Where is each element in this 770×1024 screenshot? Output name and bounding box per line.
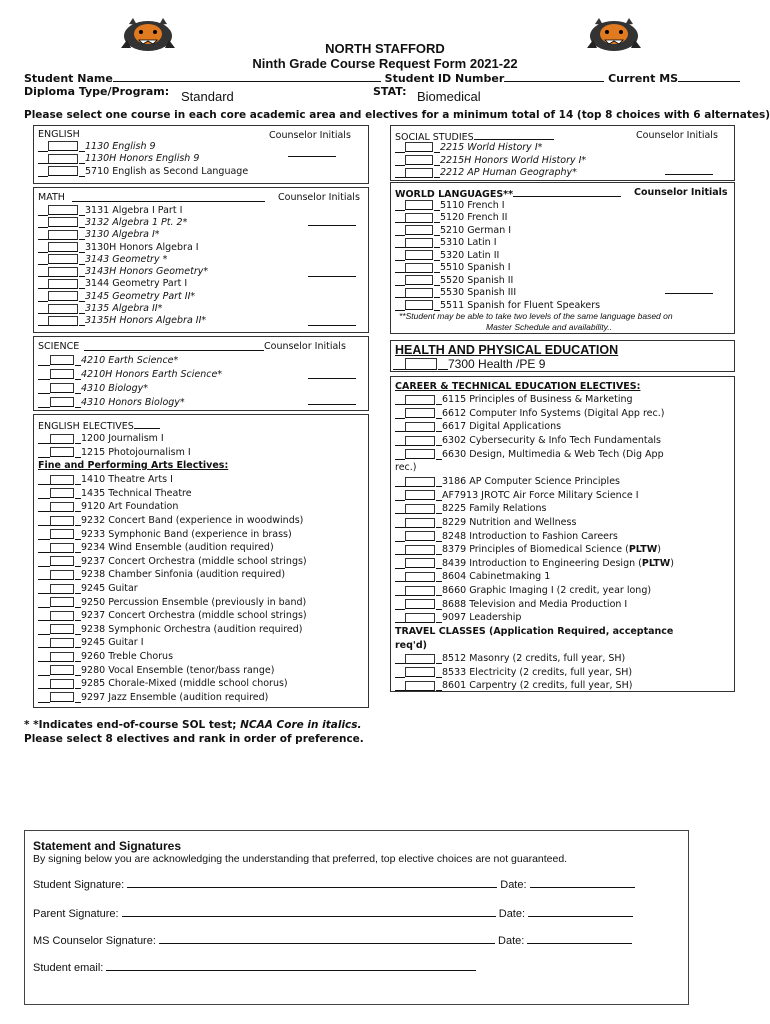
- course-label: 1435 Technical Theatre: [81, 487, 192, 499]
- course-item: [38, 302, 208, 314]
- course-item: [395, 393, 664, 407]
- course-checkbox[interactable]: [48, 254, 78, 264]
- course-label: 3143 Geometry *: [85, 253, 168, 265]
- course-checkbox[interactable]: [405, 213, 433, 223]
- course-item: [395, 420, 664, 434]
- course-label: 3131 Algebra I Part I: [85, 204, 183, 216]
- course-label: 3144 Geometry Part I: [85, 278, 188, 290]
- english-counselor-initials[interactable]: [288, 156, 336, 157]
- course-checkbox[interactable]: [50, 397, 74, 407]
- course-checkbox[interactable]: [50, 529, 74, 539]
- course-label: 1215 Photojournalism I: [81, 446, 191, 458]
- travel-classes-title-2: req'd): [395, 640, 427, 651]
- course-item: [395, 167, 586, 180]
- course-label: 3130 Algebra I*: [85, 229, 160, 241]
- course-item: [38, 623, 307, 637]
- course-checkbox[interactable]: [50, 369, 74, 379]
- course-label: 9233 Symphonic Band (experience in brass): [81, 528, 292, 540]
- course-checkbox[interactable]: [50, 570, 74, 580]
- course-checkbox[interactable]: [405, 395, 435, 405]
- course-label: 3145 Geometry Part II*: [85, 290, 196, 302]
- course-item: [395, 666, 632, 680]
- student-id-field[interactable]: [504, 71, 604, 82]
- course-label: 8533 Electricity (2 credits, full year, SH): [442, 666, 633, 678]
- stat-value[interactable]: Biomedical: [417, 89, 481, 104]
- student-date-field[interactable]: [530, 877, 635, 888]
- course-item: [38, 487, 307, 501]
- course-checkbox[interactable]: [48, 291, 78, 301]
- student-email-field[interactable]: [106, 960, 476, 971]
- course-item: [38, 446, 191, 460]
- course-checkbox[interactable]: [48, 279, 78, 289]
- course-item: [395, 212, 600, 225]
- math-counselor-initials-1[interactable]: [308, 225, 356, 226]
- math-counselor-label: Counselor Initials: [278, 192, 360, 203]
- course-checkbox[interactable]: [50, 611, 74, 621]
- course-checkbox[interactable]: [405, 613, 435, 623]
- science-section: [33, 336, 369, 411]
- course-checkbox[interactable]: [405, 518, 435, 528]
- course-item: [395, 611, 674, 625]
- course-item: [395, 570, 674, 584]
- student-email-row: Student email:: [33, 960, 476, 974]
- course-checkbox[interactable]: [50, 447, 74, 457]
- course-label: 5320 Latin II: [440, 249, 500, 261]
- world-languages-title: WORLD LANGUAGES**: [395, 187, 621, 200]
- course-checkbox[interactable]: [50, 434, 74, 444]
- course-label: 9245 Guitar: [81, 583, 138, 595]
- course-item: [395, 407, 664, 421]
- math-counselor-initials-3[interactable]: [308, 325, 356, 326]
- course-checkbox[interactable]: [405, 200, 433, 210]
- course-checkbox[interactable]: [50, 543, 74, 553]
- course-item: [395, 237, 600, 250]
- closing-paren: ): [657, 544, 661, 556]
- course-item: [38, 204, 208, 216]
- science-title: SCIENCE: [38, 341, 80, 352]
- science-counselor-initials-2[interactable]: [308, 404, 356, 405]
- course-label: 5510 Spanish I: [440, 262, 511, 274]
- course-item: [38, 514, 307, 528]
- course-checkbox[interactable]: [50, 488, 74, 498]
- course-item: [38, 367, 222, 381]
- course-label: 5110 French I: [440, 199, 505, 211]
- course-item: [38, 609, 307, 623]
- course-item: [395, 652, 632, 666]
- course-item: [395, 543, 674, 557]
- course-label: 9285 Chorale-Mixed (middle school chorus): [81, 678, 288, 690]
- course-item: [395, 502, 674, 516]
- course-checkbox[interactable]: [50, 652, 74, 662]
- math-section: [33, 187, 369, 333]
- pltw-label: PLTW: [628, 544, 658, 556]
- diploma-value[interactable]: Standard: [181, 89, 234, 104]
- course-item: [38, 140, 248, 153]
- course-checkbox[interactable]: [48, 316, 78, 326]
- travel-classes-title: TRAVEL CLASSES (Application Required, acceptance: [395, 626, 674, 637]
- course-checkbox[interactable]: [50, 638, 74, 648]
- course-checkbox[interactable]: [405, 142, 433, 152]
- course-checkbox[interactable]: [405, 168, 433, 178]
- course-label: 4310 Biology*: [81, 382, 149, 394]
- instructions: Please select one course in each core academic area and electives for a minimum total of 14 (top 8 choices with 6 alternates): [24, 109, 770, 121]
- course-checkbox[interactable]: [48, 242, 78, 252]
- world-counselor-initials[interactable]: [665, 293, 713, 294]
- course-checkbox[interactable]: [50, 383, 74, 393]
- course-item: [38, 229, 208, 241]
- course-item: [395, 447, 664, 461]
- course-label: 3132 Algebra 1 Pt. 2*: [85, 216, 188, 228]
- parent-date-field[interactable]: [528, 906, 633, 917]
- course-checkbox[interactable]: [48, 166, 78, 176]
- course-checkbox[interactable]: [405, 490, 435, 500]
- health-pe-section: [390, 340, 735, 372]
- course-item: [395, 584, 674, 598]
- counselor-date-field[interactable]: [527, 933, 632, 944]
- course-label: 9250 Percussion Ensemble (previously in band): [81, 596, 307, 608]
- course-label: 9297 Jazz Ensemble (audition required): [81, 691, 269, 703]
- course-label: 1130H Honors English 9: [85, 153, 200, 165]
- course-label: 3143H Honors Geometry*: [85, 266, 209, 278]
- course-label: 6612 Computer Info Systems (Digital App rec.): [442, 407, 665, 419]
- course-label: 5511 Spanish for Fluent Speakers: [440, 299, 601, 311]
- course-checkbox[interactable]: [405, 667, 435, 677]
- course-checkbox[interactable]: [405, 155, 433, 165]
- course-item: [38, 595, 307, 609]
- course-label: 5310 Latin I: [440, 237, 497, 249]
- course-checkbox[interactable]: [48, 304, 78, 314]
- course-item: [38, 582, 307, 596]
- course-label: 3135H Honors Algebra II*: [85, 315, 207, 327]
- course-checkbox[interactable]: [405, 531, 435, 541]
- course-label: 1200 Journalism I: [81, 433, 164, 445]
- course-item: [38, 265, 208, 277]
- course-item: [38, 216, 208, 228]
- course-checkbox[interactable]: [405, 408, 435, 418]
- course-label: 6630 Design, Multimedia & Web Tech (Dig App: [442, 448, 664, 460]
- course-item: [38, 555, 307, 569]
- course-checkbox[interactable]: [50, 475, 74, 485]
- course-label: 2215 World History I*: [440, 141, 543, 153]
- course-label: 8688 Television and Media Production I: [442, 598, 628, 610]
- course-checkbox[interactable]: [405, 572, 435, 582]
- social-studies-title: SOCIAL STUDIES: [395, 130, 554, 143]
- course-item: [38, 500, 307, 514]
- course-label: 2215H Honors World History I*: [440, 154, 587, 166]
- course-item: [38, 353, 222, 367]
- course-item: [395, 154, 586, 167]
- course-item: [395, 529, 674, 543]
- course-label: 8604 Cabinetmaking 1: [442, 571, 551, 583]
- course-item: [38, 650, 307, 664]
- social-counselor-label: Counselor Initials: [636, 130, 718, 141]
- course-label: 9237 Concert Orchestra (middle school strings): [81, 610, 307, 622]
- course-checkbox[interactable]: [50, 355, 74, 365]
- course-checkbox[interactable]: [405, 504, 435, 514]
- course-label: 8225 Family Relations: [442, 503, 547, 515]
- course-label: 9120 Art Foundation: [81, 501, 179, 513]
- course-checkbox[interactable]: [405, 225, 433, 235]
- course-label: AF7913 JROTC Air Force Military Science I: [442, 489, 639, 501]
- world-counselor-label: Counselor Initials: [634, 187, 728, 198]
- cte-section: [390, 376, 735, 692]
- course-item: [395, 199, 600, 212]
- course-checkbox[interactable]: [50, 624, 74, 634]
- health-pe-item: 7300 Health /PE 9: [393, 357, 545, 371]
- course-label: 9097 Leadership: [442, 612, 522, 624]
- course-label: 9280 Vocal Ensemble (tenor/bass range): [81, 664, 275, 676]
- math-title: MATH: [38, 192, 65, 203]
- pltw-label: PLTW: [641, 557, 671, 569]
- course-label: 4310 Honors Biology*: [81, 396, 185, 408]
- course-checkbox[interactable]: [405, 586, 435, 596]
- course-checkbox[interactable]: [405, 599, 435, 609]
- course-label: 8229 Nutrition and Wellness: [442, 517, 577, 529]
- course-item: [395, 557, 674, 571]
- course-item: [395, 434, 664, 448]
- current-ms-field[interactable]: [678, 71, 740, 82]
- course-checkbox[interactable]: [48, 230, 78, 240]
- course-item: [38, 568, 307, 582]
- signature-section: [24, 830, 689, 1005]
- course-item: [38, 527, 307, 541]
- course-label: 5120 French II: [440, 212, 508, 224]
- course-checkbox[interactable]: [50, 584, 74, 594]
- student-info-row: [24, 71, 740, 85]
- course-item: [38, 241, 208, 253]
- course-label: 4210 Earth Science*: [81, 354, 179, 366]
- counselor-signature-field[interactable]: [159, 933, 495, 944]
- course-checkbox[interactable]: [405, 477, 435, 487]
- course-checkbox[interactable]: [405, 275, 433, 285]
- course-item: [38, 278, 208, 290]
- course-checkbox[interactable]: [405, 422, 435, 432]
- course-item: [38, 473, 307, 487]
- course-label: 4210H Honors Earth Science*: [81, 368, 223, 380]
- course-label: 6617 Digital Applications: [442, 421, 562, 433]
- signature-statement: By signing below you are acknowledging the understanding that preferred, top elective choices are not guaranteed.: [33, 853, 568, 865]
- course-item: [395, 274, 600, 287]
- course-label: 8601 Carpentry (2 credits, full year, SH): [442, 680, 633, 692]
- course-item: [395, 516, 674, 530]
- course-label: 5530 Spanish III: [440, 287, 517, 299]
- counselor-signature-row: MS Counselor Signature: Date:: [33, 933, 632, 947]
- course-label: 3135 Algebra II*: [85, 303, 163, 315]
- course-item: [38, 636, 307, 650]
- student-signature-field[interactable]: [127, 877, 497, 888]
- course-item: [38, 663, 307, 677]
- course-item: [38, 432, 191, 446]
- course-checkbox[interactable]: [405, 263, 433, 273]
- course-label: 2212 AP Human Geography*: [440, 167, 577, 179]
- current-ms-label: Current MS: [608, 72, 679, 85]
- course-checkbox[interactable]: [405, 436, 435, 446]
- student-name-label: Student Name: [24, 72, 113, 85]
- parent-signature-row: Parent Signature: Date:: [33, 906, 633, 920]
- cte-title: CAREER & TECHNICAL EDUCATION ELECTIVES:: [395, 381, 641, 392]
- world-languages-section: [390, 182, 735, 334]
- course-label: 5520 Spanish II: [440, 274, 514, 286]
- course-item: [38, 677, 307, 691]
- stat-label: STAT:: [373, 85, 407, 98]
- course-checkbox[interactable]: [50, 502, 74, 512]
- course-item: [395, 475, 674, 489]
- diploma-label: Diploma Type/Program:: [24, 85, 170, 98]
- course-checkbox[interactable]: [405, 238, 433, 248]
- course-label: 6115 Principles of Business & Marketing: [442, 394, 633, 406]
- course-item: [395, 597, 674, 611]
- course-item: [395, 224, 600, 237]
- course-label: 3186 AP Computer Science Principles: [442, 476, 620, 488]
- social-counselor-initials[interactable]: [665, 174, 713, 175]
- english-counselor-label: Counselor Initials: [269, 130, 351, 141]
- course-item: [38, 395, 222, 409]
- course-label: 8248 Introduction to Fashion Careers: [442, 530, 618, 542]
- social-studies-section: [390, 125, 735, 181]
- course-label: 1410 Theatre Arts I: [81, 474, 173, 486]
- science-counselor-label: Counselor Initials: [264, 341, 346, 352]
- signature-title: Statement and Signatures: [33, 839, 182, 853]
- form-title: Ninth Grade Course Request Form 2021-22: [252, 56, 518, 71]
- course-label: 9238 Symphonic Orchestra (audition required): [81, 623, 303, 635]
- course-checkbox[interactable]: [48, 154, 78, 164]
- english-section: [33, 125, 369, 184]
- student-id-label: Student ID Number: [384, 72, 505, 85]
- course-item: [38, 290, 208, 302]
- course-checkbox[interactable]: [48, 267, 78, 277]
- fine-arts-title: Fine and Performing Arts Electives:: [38, 460, 229, 471]
- course-item: [38, 165, 248, 178]
- course-label: 5210 German I: [440, 224, 512, 236]
- course-item: [395, 299, 600, 312]
- course-checkbox[interactable]: [405, 288, 433, 298]
- health-pe-title: HEALTH AND PHYSICAL EDUCATION: [395, 343, 619, 357]
- course-checkbox[interactable]: [405, 449, 435, 459]
- school-title: NORTH STAFFORD: [325, 41, 445, 56]
- course-label: 9260 Treble Chorus: [81, 651, 174, 663]
- course-label: 1130 English 9: [85, 140, 156, 152]
- course-label: 8379 Principles of Biomedical Science (: [442, 544, 629, 556]
- course-checkbox[interactable]: [405, 558, 435, 568]
- course-checkbox[interactable]: [50, 516, 74, 526]
- course-item: [395, 249, 600, 262]
- parent-signature-field[interactable]: [122, 906, 496, 917]
- english-electives-title: ENGLISH ELECTIVES: [38, 420, 160, 432]
- course-item: [38, 253, 208, 265]
- course-item: [395, 141, 586, 154]
- course-label: 8512 Masonry (2 credits, full year, SH): [442, 653, 626, 665]
- course-item: [38, 541, 307, 555]
- course-checkbox[interactable]: [48, 217, 78, 227]
- course-item: [38, 153, 248, 166]
- course-checkbox[interactable]: [48, 205, 78, 215]
- course-label: 6302 Cybersecurity & Info Tech Fundamentals: [442, 435, 662, 447]
- course-checkbox[interactable]: [50, 679, 74, 689]
- course-label: 8439 Introduction to Engineering Design (: [442, 557, 642, 569]
- language-note-1: **Student may be able to take two levels of the same language based on: [399, 311, 673, 321]
- course-checkbox[interactable]: [405, 545, 435, 555]
- language-note-2: Master Schedule and availability..: [486, 322, 612, 332]
- student-name-field[interactable]: [113, 71, 381, 82]
- course-label: 5710 English as Second Language: [85, 165, 249, 177]
- closing-paren: ): [670, 557, 674, 569]
- health-pe-checkbox[interactable]: [405, 358, 437, 370]
- course-label: 9245 Guitar I: [81, 637, 144, 649]
- course-item: [38, 315, 208, 327]
- course-label: 8660 Graphic Imaging I (2 credit, year long): [442, 585, 652, 597]
- math-counselor-initials-2[interactable]: [308, 276, 356, 277]
- course-checkbox[interactable]: [405, 654, 435, 664]
- course-item: [395, 489, 674, 503]
- course-item: [38, 381, 222, 395]
- course-checkbox[interactable]: [405, 681, 435, 691]
- course-item: [38, 691, 307, 705]
- course-label: 3130H Honors Algebra I: [85, 241, 199, 253]
- course-label: 9238 Chamber Sinfonia (audition required): [81, 569, 286, 581]
- course-label: 9232 Concert Band (experience in woodwinds): [81, 515, 304, 527]
- course-item: [395, 679, 632, 693]
- course-item: [395, 262, 600, 275]
- course-checkbox[interactable]: [50, 597, 74, 607]
- course-checkbox[interactable]: [50, 556, 74, 566]
- english-title: ENGLISH: [38, 129, 80, 140]
- electives-rank-note: Please select 8 electives and rank in order of preference.: [24, 733, 364, 745]
- science-counselor-initials-1[interactable]: [308, 378, 356, 379]
- course-checkbox[interactable]: [48, 141, 78, 151]
- course-checkbox[interactable]: [405, 250, 433, 260]
- cte-wrap-text: rec.): [395, 462, 417, 473]
- electives-section: [33, 414, 369, 708]
- course-checkbox[interactable]: [405, 300, 433, 310]
- course-item: [395, 287, 600, 300]
- course-label: 9234 Wind Ensemble (audition required): [81, 542, 274, 554]
- course-label: 9237 Concert Orchestra (middle school strings): [81, 555, 307, 567]
- student-signature-row: Student Signature: Date:: [33, 877, 635, 891]
- course-checkbox[interactable]: [50, 665, 74, 675]
- course-checkbox[interactable]: [50, 692, 74, 702]
- sol-note: * *Indicates end-of-course SOL test; NCAA Core in italics.: [24, 719, 362, 731]
